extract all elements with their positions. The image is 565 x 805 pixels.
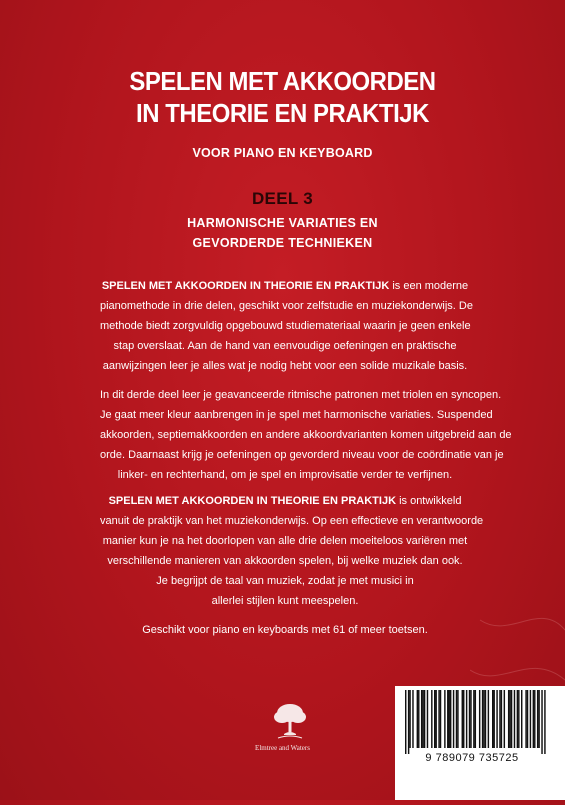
barcode-bar [457,690,458,748]
barcode-bar [479,690,480,748]
paragraph-text: methode biedt zorgvuldig opgebouwd studiemateriaal waarin je geen enkele [100,320,471,332]
barcode-bar [412,690,413,748]
barcode-bar [518,690,519,748]
part-label: DEEL 3 [251,189,313,208]
title-line-2: IN THEORIE EN PRAKTIJK [136,98,429,128]
barcode-bar [405,690,406,754]
paragraph-text: is een moderne [389,280,469,292]
description-paragraph-1 [100,276,473,376]
barcode-bar [438,690,439,748]
barcode-bar [508,690,509,748]
paragraph-text: orde. Daarnaast krijg je oefeningen op gevorderd niveau voor de coördinatie van je [100,449,504,461]
barcode-bar [534,690,535,748]
title-line-1: SPELEN MET AKKOORDEN [129,66,436,96]
isbn-barcode [395,686,565,800]
barcode-bar [424,690,425,748]
barcode-bar [537,690,538,748]
barcode-bar [511,690,512,748]
part-title-line-1: HARMONISCHE VARIATIES EN [187,216,378,230]
barcode-bar [466,690,467,748]
tree-logo [270,700,310,742]
barcode-bar [449,690,450,748]
paragraph-text: verschillende manieren van akkoorden spelen, bij welke muziek dan ook. [107,555,463,567]
barcode-bar [514,690,515,748]
barcode-bar [533,690,534,748]
barcode-bar [485,690,486,748]
barcode-bar [475,690,476,748]
barcode-bar [473,690,474,748]
barcode-bar [469,690,470,748]
barcode-bar [509,690,510,748]
barcode-bar [492,690,493,748]
book-title-bold: SPELEN MET AKKOORDEN IN THEORIE EN PRAKTIJK [108,495,397,507]
barcode-bar [521,690,522,748]
barcode-bar [440,690,441,748]
barcode-bar [409,690,410,748]
barcode-bar [435,690,436,748]
barcode-bar [417,690,418,748]
barcode-bar [447,690,448,748]
paragraph-text: vanuit de praktijk van het muziekonderwijs. Op een effectieve en verantwoorde [100,515,484,527]
part-title-line-2: GEVORDERDE TECHNIEKEN [192,236,373,250]
paragraph-text: is ontwikkeld [396,495,462,507]
barcode-bar [482,690,483,748]
barcode-bar [421,690,422,748]
description-paragraph-2 [100,385,512,485]
barcode-bar [525,690,526,748]
barcode-bar [470,690,471,748]
barcode-bar [434,690,435,748]
barcode-bar [501,690,502,748]
barcode-bar [496,690,497,748]
barcode-bar [544,690,545,754]
barcode-bar [408,690,409,754]
paragraph-text: pianomethode in drie delen, geschikt voor zelfstudie en muziekonderwijs. De [100,300,473,312]
isbn-digits: 9 789079 735725 [425,752,519,764]
publisher-name: Elmtree and Waters [255,744,310,752]
book-title-bold: SPELEN MET AKKOORDEN IN THEORIE EN PRAKTIJK [101,280,390,292]
barcode-bar [422,690,423,748]
barcode-bar [444,690,445,748]
barcode-bar [456,690,457,748]
paragraph-text: In dit derde deel leer je geavanceerde ritmische patronen met triolen en syncopen. [100,389,502,401]
paragraph-text: Je gaat meer kleur aanbrengen in je spel met harmonische variaties. Suspended [100,409,493,421]
paragraph-text: stap overslaat. Aan de hand van eenvoudige oefeningen en praktische [113,340,457,352]
barcode-bar [541,690,542,754]
paragraph-text: allerlei stijlen kunt meespelen. [211,595,359,607]
barcode-bar [453,690,454,748]
barcode-bar [504,690,505,748]
compatibility-note: Geschikt voor piano en keyboards met 61 of meer toetsen. [142,624,428,636]
barcode-bar [499,690,500,748]
subtitle: VOOR PIANO EN KEYBOARD [192,146,373,160]
barcode-bar [530,690,531,748]
barcode-bars [395,686,565,800]
barcode-bar [538,690,539,748]
barcode-bar [483,690,484,748]
barcode-bar [418,690,419,748]
barcode-bar [517,690,518,748]
barcode-bar [493,690,494,748]
barcode-bar [431,690,432,748]
paragraph-text: linker- en rechterhand, om je spel en improvisatie verder te verfijnen. [117,469,453,481]
description-paragraph-3 [100,491,484,611]
paragraph-text: manier kun je na het doorlopen van alle drie delen moeiteloos variëren met [102,535,468,547]
barcode-bar [427,690,428,748]
paragraph-text: Je begrijpt de taal van muziek, zodat je met musici in [156,575,414,587]
barcode-bar [463,690,464,748]
barcode-bar [462,690,463,748]
paragraph-text: aanwijzingen leer je alles wat je nodig hebt voor een solide muzikale basis. [102,360,468,372]
barcode-bar [488,690,489,748]
barcode-bar [527,690,528,748]
paragraph-text: akkoorden, septiemakkoorden en andere akkoordvarianten komen uitgebreid aan de [100,429,512,441]
barcode-bar [450,690,451,748]
